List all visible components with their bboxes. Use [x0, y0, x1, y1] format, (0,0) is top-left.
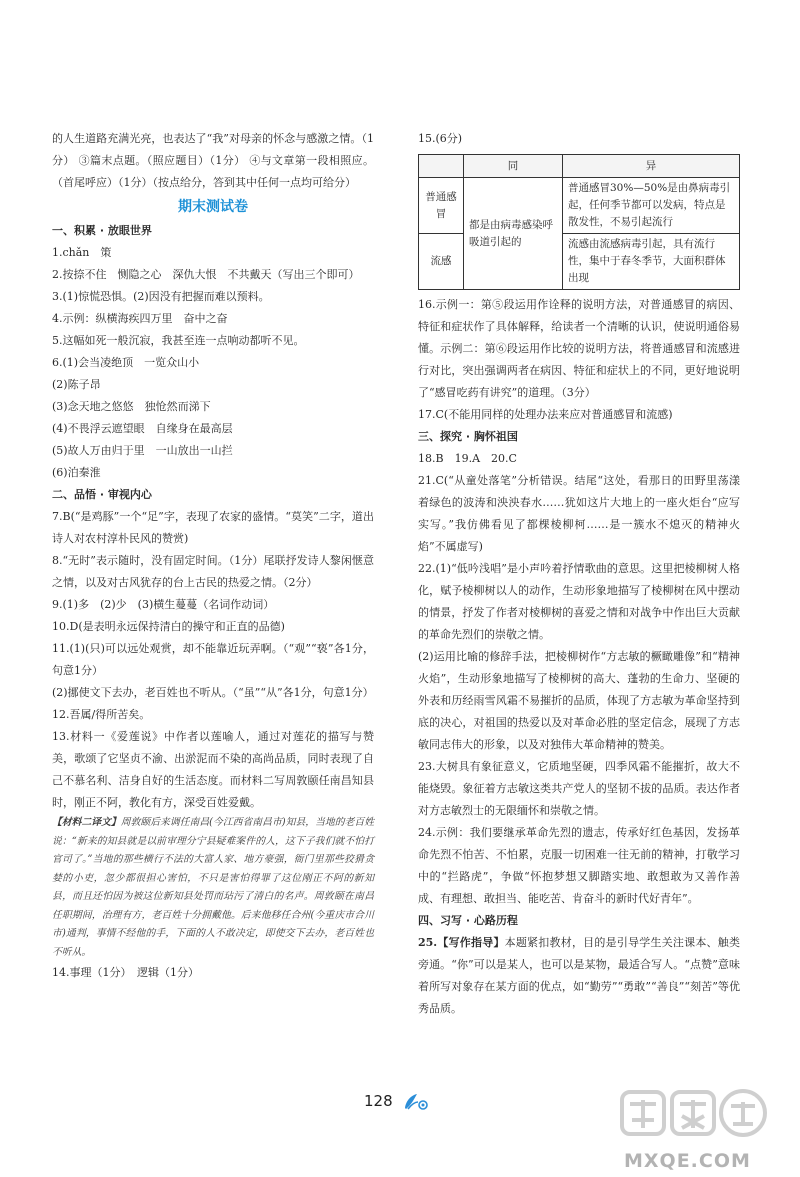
answer-24: 24.示例：我们要继承革命先烈的遗志，传承好红色基因，发扬革命先烈不怕苦、不怕累，克服一切困难一往无前的精神，打敬学习中的“拦路虎”，争做“怀抱梦想又脚踏实地、敢想敢为又善作善成、有理想、敢担当、能吃苦、肯奋斗的新时代好青年”。	[418, 826, 740, 905]
answer-11: 11.(1)(只)可以远处观赏，却不能靠近玩弄啊。（“观”“亵”各1分，句意1分）	[52, 642, 374, 677]
answer-16: 16.示例一：第⑤段运用作诠释的说明方法，对普通感冒的病因、特征和症状作了具体解释，给读者一个清晰的认识，使说明通俗易懂。示例二：第⑥段运用作比较的说明方法，将普通感冒和流感进行对比，突出强调两者在病因、特征和症状上的不同，更好地说明了“感冒吃药有讲究”的道理。（3分）	[418, 298, 740, 399]
answer-4: 4.示例：纵横海疾四万里 奋中之奋	[52, 312, 228, 325]
translation-paragraph	[52, 814, 374, 962]
answer-22: 22.(1)“低吟浅唱”是小声吟着抒情歌曲的意思。这里把棱柳树人格化，赋予棱柳树以人的动作，生动形象地描写了棱柳树在风中摆动的情景，抒发了作者对棱柳树的喜爱之情和对战争中作出巨大贡献的革命先烈们的崇敬之情。	[418, 562, 740, 641]
answer-11-2: (2)挪使文下去办，老百姓也不听从。（“虽”“从”各1分，句意1分）	[52, 686, 374, 699]
section-heading-2: 二、品悟 · 审视内心	[52, 488, 152, 501]
comparison-table	[418, 154, 740, 290]
row-label-flu: 流感	[419, 234, 464, 290]
answer-23: 23.大树具有象征意义，它质地坚硬，四季风霜不能摧折，故大不能烧毁。象征着方志敏这类共产党人的坚韧不拔的品质。表达作者对方志敏烈士的无限缅怀和崇敬之情。	[418, 760, 740, 817]
answer-6-6: (6)泊秦淮	[52, 466, 101, 479]
table-corner-cell	[419, 155, 464, 178]
answer-1: 1.chǎn 策	[52, 246, 112, 259]
page-number: 128	[364, 1092, 393, 1110]
table-header-diff: 异	[563, 155, 740, 178]
answer-6-4: (4)不畏浮云遮望眼 自缘身在最高层	[52, 422, 233, 435]
table-same-cell: 都是由病毒感染呼吸道引起的	[464, 178, 563, 290]
answer-10: 10.D(是表明永远保持清白的操守和正直的品德)	[52, 620, 285, 633]
answer-6-2: (2)陈子昂	[52, 378, 101, 391]
answer-21: 21.C(“从童处落笔”分析错误。结尾“这处，看那日的田野里荡漾着绿色的波涛和泱泱春水……犹如这片大地上的一座火炬台“应写实写。”我仿佛看见了都棵棱柳柯……是一簇水不熄灭的精神火焰”不属虚写)	[418, 474, 740, 553]
table-diff-cell-2: 流感由流感病毒引起，具有流行性，集中于春冬季节，大面积群体出现	[563, 234, 740, 290]
table-header-same: 同	[464, 155, 563, 178]
translation-body: 周敦颐后来调任南昌(今江西省南昌市)知县，当地的老百姓说：“新来的知县就是以前审理分宁县疑难案件的人，这下子我们就不怕打官司了。”当地的那些横行不法的大富人家、地方豪强，衙门里那些狡猾贪婪的小吏，忽少都很担心害怕，不只是害怕得罪了这位刚正不阿的新知县，而且还怕因为被这位新知县处罚而玷污了清白的名声。周敦颐在南昌任职期间，治理有方，老百姓十分拥戴他。后来他移任合州(今重庆市合川市)通判，事情不经他的手，下面的人不敢决定，即使交下去办，老百姓也不听从。	[52, 817, 374, 958]
answer-15: 15.(6分)	[418, 132, 463, 145]
section-heading-1: 一、积累 · 放眼世界	[52, 224, 152, 237]
answer-6: 6.(1)会当凌绝顶 一览众山小	[52, 356, 200, 369]
answer-9: 9.(1)多 (2)少 (3)横生蔓蔓（名词作动词）	[52, 598, 275, 611]
left-column	[52, 128, 374, 984]
table-header-row	[419, 155, 740, 178]
answer-22-2: (2)运用比喻的修辞手法，把棱柳树作“方志敏的橛瞰雕像”和“精神火焰”，生动形象地描写了棱柳树的高大、蓬勃的生命力、坚硬的外表和历经雨雪风霜不易摧折的品质，体现了方志敏为革命坚持到底的决心，对祖国的热爱以及对革命必胜的坚定信念，展现了方志敏同志伟大的形象，以及对独伟大革命精神的赞美。	[418, 650, 740, 751]
section-heading-3: 三、探究 · 胸怀祖国	[418, 430, 518, 443]
answer-6-3: (3)念天地之悠悠 独怆然而涕下	[52, 400, 211, 413]
answer-7: 7.B(“是鸡豚”一个“足”字，表现了农家的盛情。“莫笑”二字，道出诗人对农村淳朴民风的赞赏)	[52, 510, 374, 545]
answer-17: 17.C(不能用同样的处理办法来应对普通感冒和流感)	[418, 408, 673, 421]
intro-text: 的人生道路充满光亮，也表达了“我”对母亲的怀念与感激之情。（1分） ③篇末点题。（照应题目）（1分） ④与文章第一段相照应。（首尾呼应）（1分）（按点给分，答到其中任何一点均可给分）	[52, 132, 374, 189]
answer-14: 14.事理（1分） 逻辑（1分）	[52, 966, 199, 979]
answer-5: 5.这幅如死一般沉寂，我甚至连一点响动都听不见。	[52, 334, 305, 347]
answer-2: 2.按捺不住 恻隐之心 深仇大恨 不共戴天（写出三个即可）	[52, 268, 360, 281]
leaf-icon	[402, 1092, 430, 1112]
answer-25	[418, 932, 740, 1020]
right-column	[418, 128, 740, 1020]
answer-18-20: 18.B 19.A 20.C	[418, 452, 517, 465]
translation-label: 【材料二译文】	[52, 817, 121, 828]
section-heading-4: 四、习写 · 心路历程	[418, 914, 518, 927]
writing-guide-body: 本题紧扣教材，目的是引导学生关注课本、触类旁通。“你”可以是某人，也可以是某物，最适合写人。“点赞”意味着所写对象存在某方面的优点，如“勤劳”“勇敢”“善良”“刻苦”等优秀品质。	[418, 936, 740, 1015]
answer-3: 3.(1)惊慌恐惧。(2)因没有把握而难以预料。	[52, 290, 270, 303]
watermark-url: MXQE.COM	[624, 1150, 751, 1172]
answer-8: 8.“无时”表示随时，没有固定时间。（1分）尾联抒发诗人黎闲惬意之情，以及对古风犹存的台上古民的热爱之情。（2分）	[52, 554, 374, 589]
answer-12: 12.吾属/得所苦矣。	[52, 708, 151, 721]
writing-guide-label: 25.【写作指导】	[418, 936, 505, 949]
answer-6-5: (5)故人万由归于里 一山放出一山拦	[52, 444, 233, 457]
row-label-common-cold: 普通感冒	[419, 178, 464, 234]
table-row	[419, 178, 740, 234]
exam-title: 期末测试卷	[178, 199, 248, 215]
answer-13: 13.材料一《爱莲说》中作者以莲喻人，通过对莲花的描写与赞美，歌颂了它坚贞不渝、出淤泥而不染的高尚品质，同时表现了自己不慕名利、洁身自好的生活态度。而材料二写周敦颐任南昌知县时，刚正不阿，教化有方，深受百姓爱戴。	[52, 730, 374, 809]
table-diff-cell-1: 普通感冒30%—50%是由鼻病毒引起，任何季节都可以发病，特点是散发性，不易引起流行	[563, 178, 740, 234]
